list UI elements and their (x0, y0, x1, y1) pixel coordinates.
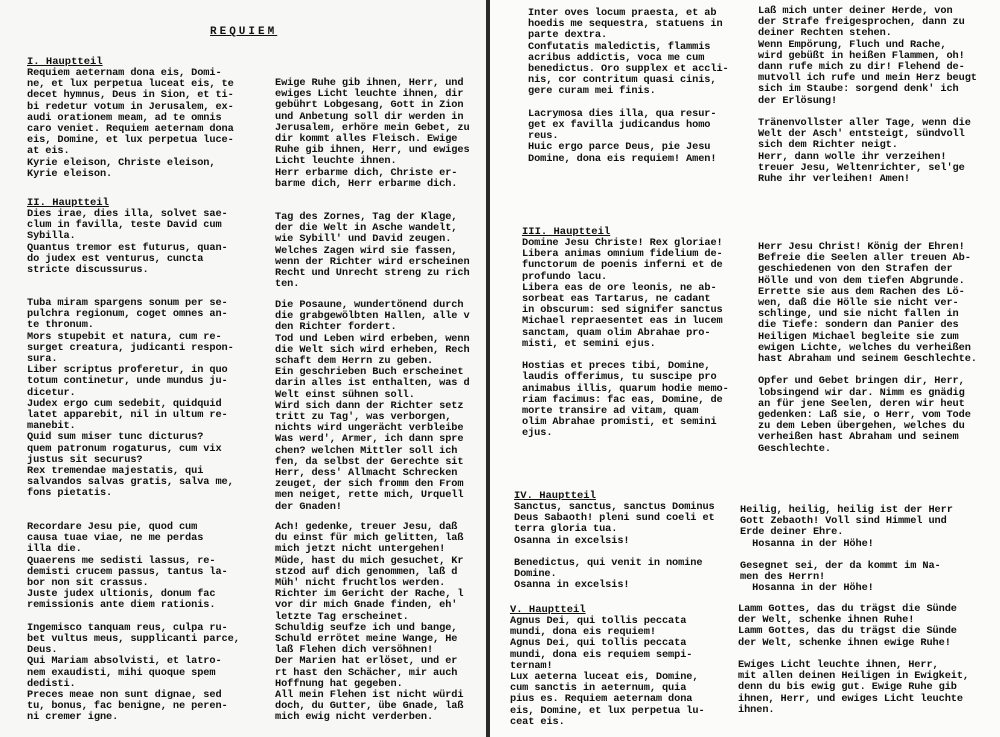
section-heading-2: II. Hauptteil (27, 197, 109, 209)
continuation-latin-text: Inter oves locum praesta, et ab hoedis me sequestra, statuens in parte dextra. Confutatis maledictis, flammis acribus addictis, voca me cum benedictus. Oro supplex et accli- nis, cor contritum quasi cinis, gere curam mei finis. Lacrymosa dies illa, qua resur- get ex favilla judicandus homo reus. Huic ergo parce Deus, pie Jesu Domine, dona eis requiem! Amen! (528, 7, 729, 165)
section-2b-latin-text: Tuba miram spargens sonum per se- pulchra regionum, coget omnes an- te thronum. Mors stupebit et natura, cum re- surget creatura, judicanti respon- sura. Liber scriptus proferetur, in quo totum continetur, unde mundus ju- dicetur. Judex ergo cum sedebit, quidquid latet apparebit, nil in ultum re- manebit. Quid sum miser tunc dicturus? quem patronum rogaturus, cum vix justus sit securus? Rex tremendae majestatis, qui salvandos salvas gratis, salva me, fons pietatis. (27, 297, 234, 500)
section-4-latin-column (514, 490, 715, 592)
section-2b-german-column (275, 300, 470, 513)
section-3-latin-text: Domine Jesu Christe! Rex gloriae! Libera animas omnium fidelium de- functorum de poenis inferni et de profundo lacu. Libera eas de ore leonis, ne ab- sorbeat eas Tartarus, ne cadant in obscurum: sed signifer sanctus Michael repraesentet eas in lucem sanctam, quam olim Abrahae pro- misti, et semini ejus. Hostias et preces tibi, Domine, laudis offerimus, tu suscipe pro animabus illis, quarum hodie memo- riam facimus: fac eas, Domine, de morte transire ad vitam, quam olim Abrahae promisti, et semini ejus. (522, 237, 729, 440)
section-heading-5: V. Hauptteil (510, 604, 586, 616)
section-3-german-column (758, 242, 977, 455)
section-5-german-text: Lamm Gottes, das du trägst die Sünde der Welt, schenke ihnen Ruhe! Lamm Gottes, das du trägst die Sünde der Welt, schenke ihnen ewige Ruhe! Ewiges Licht leuchte ihnen, Herr, mit allen deinen Heiligen in Ewigkeit, denn du bis ewig gut. Ewige Ruhe gib ihnen, Herr, und ewiges Licht leuchte ihnen. (738, 603, 970, 716)
section-1-latin-text: Requiem aeternam dona eis, Domi- ne, et lux perpetua luceat eis, te decet hymnus, Deus in Sion, et ti- bi redetur votum in Jerusalem, ex- audi orationem meam, ad te omnis caro veniet. Requiem aeternam dona eis, Domine, et lux perpetua luce- at eis. Kyrie eleison, Christe eleison, Kyrie eleison. (27, 67, 234, 180)
right-continuation-german-column (758, 6, 977, 185)
section-3-german-text: Herr Jesu Christ! König der Ehren! Befreie die Seelen aller treuen Ab- geschiedenen von den Strafen der Hölle und von dem tiefen Abgrunde. Errette sie aus dem Rachen des Lö- wen, daß die Hölle sie nicht ver- schlinge, und sie nicht fallen in die Tiefe: sondern dan Panier des Heiligen Michael begleite sie zum ewigen Lichte, welches du verheißen hast Abraham und seinem Geschlechte. Opfer und Gebet bringen dir, Herr, lobsingend wir dar. Nimm es gnädig an für jene Seelen, deren wir heut gedenken: Laß sie, o Herr, vom Tode zu dem Leben übergehen, welches du verheißen hast Abraham und seinem Geschlechte. (758, 241, 977, 455)
section-1-german-column (275, 78, 470, 190)
section-5-latin-text: Agnus Dei, qui tollis peccata mundi, dona eis requiem! Agnus Dei, qui tollis peccata mundi, dona eis requiem sempi- ternam! Lux aeterna luceat eis, Domine, cum sanctis in aeternum, quia pius es. Requiem aeternam dona eis, Domine, et lux perpetua lu- ceat eis. (510, 615, 705, 728)
section-2c-latin-text: Recordare Jesu pie, quod cum causa tuae viae, ne me perdas illa die. Quaerens me sedisti lassus, re- demisti crucem passus, tantus la- bor non sit crassus. Juste judex ultionis, donum fac remissionis ante diem rationis. Ingemisco tanquam reus, culpa ru- bet vultus meus, supplicanti parce, Deus. Qui Mariam absolvisti, et latro- nem exaudisti, mihi quoque spem dedisti. Preces meae non sunt dignae, sed tu, bonus, fac benigne, ne peren- ni cremer igne. (27, 521, 240, 724)
section-4-german-column (740, 505, 953, 595)
right-continuation-latin-column (528, 8, 729, 165)
left-page (0, 0, 486, 737)
section-heading-3: III. Hauptteil (522, 226, 611, 238)
right-page (490, 0, 1000, 737)
document-title: REQUIEM (210, 26, 278, 38)
section-heading-4: IV. Hauptteil (514, 490, 596, 502)
section-2c-german-column (275, 522, 463, 724)
section-2c-latin-column (27, 522, 240, 724)
section-2c-german-text: Ach! gedenke, treuer Jesu, daß du einst für mich gelitten, laß mich jetzt nicht untergehen! Müde, hast du mich gesuchet, Kr stzod auf dich genommen, laß d Müh' nicht fruchtlos werden. Richter im Gericht der Rache, l vor dir mich Gnade finden, eh' letzte Tag erscheinet. Schuldig seufze ich und bange, Schuld errötet meine Wange, He laß Flehen dich versöhnen! Der Marien hat erlöset, und er rt hast den Schächer, mir auch Hoffnung hat gegeben. All mein Flehen ist nicht würdi doch, du Gutter, übe Gnade, laß mich ewig nicht verderben. (275, 521, 464, 724)
section-3-latin-column (522, 226, 729, 440)
section-1-german-text: Ewige Ruhe gib ihnen, Herr, und ewiges Licht leuchte ihnen, dir gebührt Lobgesang, Gott in Zion und Anbetung soll dir werden in Jerusalem, erhöre mein Gebet, zu dir kommt alles Fleisch. Ewige Ruhe gib ihnen, Herr, und ewiges Licht leuchte ihnen. Herr erbarme dich, Christe er- barme dich, Herr erbarme dich. (275, 77, 470, 190)
section-1-latin-column (27, 56, 234, 180)
section-2b-latin-column (27, 298, 234, 500)
section-2a-german-text: Tag des Zornes, Tag der Klage, der die Welt in Asche wandelt, wie Sybill' und David zeugen. Welches Zagen wird sie fassen, wenn der Richter wird erscheinen Recht und Unrecht streng zu rich ten. (275, 211, 470, 291)
section-2a-latin-text: Dies irae, dies illa, solvet sae- clum in favilla, teste David cum Sybilla. Quantus tremor est futurus, quan- do judex est venturus, cuncta stricte discussurus. (27, 208, 228, 277)
section-5-german-column (738, 604, 969, 716)
section-2a-german-column (275, 212, 470, 290)
section-4-latin-text: Sanctus, sanctus, sanctus Dominus Deus Sabaoth! pleni sund coeli et terra gloria tua. Osanna in excelsis! Benedictus, qui venit in nomine Domine. Osanna in excelsis! (514, 501, 715, 592)
continuation-german-text: Laß mich unter deiner Herde, von der Strafe freigesprochen, dann zu deiner Rechten stehen. Wenn Empörung, Fluch und Rache, wird gebüßt in heißen Flammen, oh! dann rufe mich zu dir! Flehend de- mutvoll ich rufe und mein Herz beugt sich im Staube: sorgend denk' ich der Erlösung! Tränenvollster aller Tage, wenn die Welt der Asch' entsteigt, sündvoll sich dem Richter neigt. Herr, dann wolle ihr verzeihen! treuer Jesu, Weltenrichter, sel'ge Ruhe ihr verleihen! Amen! (758, 5, 977, 186)
section-2b-german-text: Die Posaune, wundertönend durch die grabgewölbten Hallen, alle v den Richter fordert. Tod und Leben wird erbeben, wenn die Welt sich wird erheben, Rech schaft dem Herrn zu geben. Ein geschrieben Buch erscheinet darin alles ist enthalten, was d Welt einst sühnen soll. Wird sich dann der Richter setz tritt zu Tag', was verborgen, nichts wird ungerächt verbleibe Was werd', Armer, ich dann spre chen? welchen Mittler soll ich fen, da selbst der Gerechte sit Herr, dess' Allmacht Schrecken zeuget, der sich fromm den From men neiget, rette mich, Urquell der Gnaden! (275, 299, 470, 513)
section-heading-1: I. Hauptteil (27, 56, 103, 68)
section-5-latin-column (510, 604, 705, 728)
section-4-german-text: Heilig, heilig, heilig ist der Herr Gott Zebaoth! Voll sind Himmel und Erde deiner Ehre. Hosanna in der Höhe! Gesegnet sei, der da kommt im Na- men des Herrn! Hosanna in der Höhe! (740, 504, 953, 595)
section-2-latin-column (27, 197, 228, 276)
